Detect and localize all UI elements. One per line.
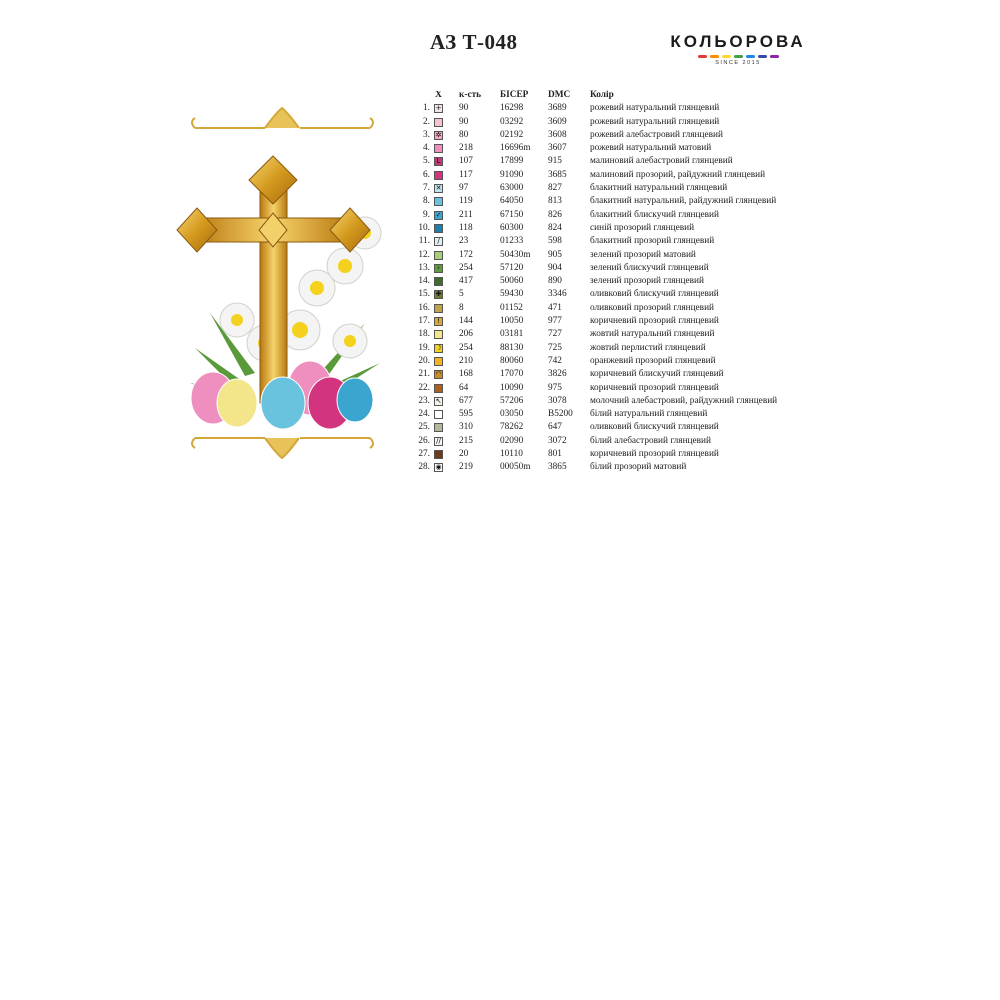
bead-code: 03292 (500, 116, 524, 127)
row-number: 10. (418, 222, 430, 233)
color-swatch: ✓ (435, 210, 442, 219)
dmc-code: 977 (548, 316, 562, 327)
color-name: малиновий алебастровий глянцевий (590, 156, 733, 167)
color-swatch: + (435, 104, 442, 113)
header-dmc: DMC (548, 90, 571, 100)
color-swatch (434, 304, 443, 313)
row-number: 1. (423, 103, 430, 114)
color-swatch: ↖ (435, 396, 442, 405)
color-swatch (434, 330, 443, 339)
color-name: зелений прозорий матовий (590, 249, 696, 260)
color-name: жовтий перлистий глянцевий (590, 342, 706, 353)
bead-code: 17070 (500, 369, 524, 380)
row-number: 19. (418, 342, 430, 353)
dmc-code: 598 (548, 236, 562, 247)
bead-code: 03050 (500, 409, 524, 420)
color-swatch (434, 277, 443, 286)
color-swatch (434, 144, 443, 153)
bead-code: 00050m (500, 462, 531, 473)
color-name: коричневий прозорий глянцевий (590, 316, 719, 327)
color-name: малиновий прозорий, райдужний глянцевий (590, 169, 766, 180)
row-number: 23. (418, 395, 430, 406)
dmc-code: 890 (548, 276, 562, 287)
brand-dot (770, 55, 779, 58)
bead-code: 16696m (500, 143, 531, 154)
dmc-code: 647 (548, 422, 562, 433)
color-name: рожевий натуральний матовий (590, 143, 712, 154)
bead-quantity: 23 (459, 236, 469, 247)
dmc-code: 3826 (548, 369, 567, 380)
bead-quantity: 80 (459, 129, 469, 140)
brand-dot (698, 55, 707, 58)
color-name: жовтий натуральний глянцевий (590, 329, 715, 340)
color-name: блакитний натуральний глянцевий (590, 183, 728, 194)
bead-code: 01152 (500, 302, 523, 313)
bead-code: 57120 (500, 262, 524, 273)
row-number: 4. (423, 143, 430, 154)
bead-quantity: 215 (459, 435, 473, 446)
color-swatch: ! (434, 317, 443, 326)
color-name: синій прозорий глянцевий (590, 222, 695, 233)
brand-dot (722, 55, 731, 58)
dmc-code: 742 (548, 355, 562, 366)
bead-code: 03181 (500, 329, 524, 340)
color-swatch (434, 251, 443, 260)
color-swatch: ✕ (435, 184, 442, 193)
bead-code: 10090 (500, 382, 524, 393)
dmc-code: 824 (548, 222, 562, 233)
color-name: оливковий блискучий глянцевий (590, 422, 719, 433)
bead-code: 10110 (500, 449, 523, 460)
bead-quantity: 20 (459, 449, 469, 460)
bead-quantity: 117 (459, 169, 473, 180)
dmc-code: 975 (548, 382, 562, 393)
bead-quantity: 211 (459, 209, 473, 220)
row-number: 6. (423, 169, 430, 180)
color-swatch (434, 450, 443, 459)
row-number: 12. (418, 249, 430, 260)
bead-quantity: 310 (459, 422, 473, 433)
bead-code: 50060 (500, 276, 524, 287)
dmc-code: 3865 (548, 462, 567, 473)
row-number: 16. (418, 302, 430, 313)
color-swatch: ◉ (435, 463, 442, 472)
color-swatch: L (434, 157, 443, 166)
bead-code: 67150 (500, 209, 524, 220)
dmc-code: 904 (548, 262, 562, 273)
bead-quantity: 254 (459, 262, 473, 273)
dmc-code: 3072 (548, 435, 567, 446)
row-number: 3. (423, 129, 430, 140)
row-number: 14. (418, 276, 430, 287)
dmc-code: B5200 (548, 409, 573, 420)
color-name: блакитний натуральний, райдужний глянцевий (590, 196, 777, 207)
brand-name: КОЛЬОРОВА (670, 32, 806, 51)
bead-code: 57206 (500, 395, 524, 406)
bead-code: 02192 (500, 129, 524, 140)
color-swatch: / (434, 237, 443, 246)
brand-color-dots (658, 55, 818, 58)
dmc-code: 725 (548, 342, 562, 353)
color-name: оливковий прозорий глянцевий (590, 302, 715, 313)
bead-code: 10050 (500, 316, 524, 327)
color-swatch: ✚ (435, 290, 442, 299)
bead-code: 64050 (500, 196, 524, 207)
dmc-code: 905 (548, 249, 562, 260)
bead-code: 01233 (500, 236, 524, 247)
bead-code: 17899 (500, 156, 524, 167)
dmc-code: 3608 (548, 129, 567, 140)
color-swatch (434, 197, 443, 206)
bead-quantity: 107 (459, 156, 473, 167)
bead-quantity: 677 (459, 395, 473, 406)
brand-logo (658, 32, 818, 66)
bead-quantity: 417 (459, 276, 473, 287)
brand-dot (734, 55, 743, 58)
bead-quantity: 90 (459, 116, 469, 127)
brand-since: SINCE 2015 (715, 60, 761, 66)
bead-quantity: 219 (459, 462, 473, 473)
ornament-top (192, 108, 373, 128)
row-number: 22. (418, 382, 430, 393)
row-number: 11. (418, 236, 430, 247)
color-swatch (434, 357, 443, 366)
bead-code: 59430 (500, 289, 524, 300)
bead-quantity: 218 (459, 143, 473, 154)
bead-quantity: 64 (459, 382, 469, 393)
color-name: коричневий блискучий глянцевий (590, 369, 724, 380)
row-number: 27. (418, 449, 430, 460)
bead-code: 02090 (500, 435, 524, 446)
brand-dot (710, 55, 719, 58)
dmc-code: 3685 (548, 169, 567, 180)
bead-quantity: 8 (459, 302, 464, 313)
color-swatch: ✲ (435, 130, 442, 139)
row-number: 8. (423, 196, 430, 207)
bead-code: 63000 (500, 183, 524, 194)
row-number: 13. (418, 262, 430, 273)
dmc-code: 3607 (548, 143, 567, 154)
bead-code: 16298 (500, 103, 524, 114)
color-name: блакитний прозорий глянцевий (590, 236, 715, 247)
color-name: оранжевий прозорий глянцевий (590, 355, 716, 366)
color-swatch (434, 423, 443, 432)
color-name: молочний алебастровий, райдужний глянцевий (590, 395, 778, 406)
bead-quantity: 172 (459, 249, 473, 260)
color-name: зелений блискучий глянцевий (590, 262, 709, 273)
dmc-code: 471 (548, 302, 562, 313)
color-swatch: › (434, 264, 443, 273)
color-swatch (434, 410, 443, 419)
row-number: 5. (423, 156, 430, 167)
brand-dot (746, 55, 755, 58)
dmc-code: 3078 (548, 395, 567, 406)
color-name: рожевий алебастровий глянцевий (590, 129, 723, 140)
bead-quantity: 595 (459, 409, 473, 420)
header-symbol: Х (435, 91, 442, 100)
dmc-code: 3609 (548, 116, 567, 127)
ornament-bottom (192, 438, 373, 458)
row-number: 28. (418, 462, 430, 473)
color-name: білий алебастровий глянцевий (590, 435, 711, 446)
row-number: 9. (423, 209, 430, 220)
color-name: коричневий прозорий глянцевий (590, 449, 719, 460)
color-swatch (434, 118, 443, 127)
color-swatch: ☽ (435, 343, 442, 352)
dmc-code: 813 (548, 196, 562, 207)
header-qty: к-сть (459, 90, 482, 100)
header-color: Колір (590, 90, 614, 100)
color-name: коричневий прозорий глянцевий (590, 382, 719, 393)
brand-dot (758, 55, 767, 58)
dmc-code: 915 (548, 156, 562, 167)
color-name: зелений прозорий глянцевий (590, 276, 704, 287)
row-number: 17. (418, 316, 430, 327)
row-number: 2. (423, 116, 430, 127)
bead-quantity: 118 (459, 222, 473, 233)
color-swatch (434, 171, 443, 180)
dmc-code: 826 (548, 209, 562, 220)
bead-quantity: 254 (459, 342, 473, 353)
bead-quantity: 206 (459, 329, 473, 340)
bead-quantity: 5 (459, 289, 464, 300)
color-swatch: // (434, 437, 443, 446)
bead-code: 78262 (500, 422, 524, 433)
row-number: 21. (418, 369, 430, 380)
bead-code: 88130 (500, 342, 524, 353)
dmc-code: 3346 (548, 289, 567, 300)
pattern-title: АЗ Т-048 (430, 30, 518, 54)
color-swatch (434, 224, 443, 233)
dmc-code: 727 (548, 329, 562, 340)
dmc-code: 3689 (548, 103, 567, 114)
bead-quantity: 90 (459, 103, 469, 114)
color-name: рожевий натуральний глянцевий (590, 103, 720, 114)
bead-quantity: 168 (459, 369, 473, 380)
bead-code: 80060 (500, 355, 524, 366)
color-name: білий прозорий матовий (590, 462, 687, 473)
row-number: 24. (418, 409, 430, 420)
row-number: 25. (418, 422, 430, 433)
row-number: 20. (418, 355, 430, 366)
color-swatch: ◠ (435, 370, 442, 379)
bead-quantity: 210 (459, 355, 473, 366)
bead-code: 91090 (500, 169, 524, 180)
bead-code: 60300 (500, 222, 524, 233)
dmc-code: 801 (548, 449, 562, 460)
row-number: 18. (418, 329, 430, 340)
cross-embroidery-image (175, 98, 390, 470)
color-name: білий натуральний глянцевий (590, 409, 708, 420)
color-name: рожевий натуральний глянцевий (590, 116, 720, 127)
color-swatch (434, 384, 443, 393)
row-number: 26. (418, 435, 430, 446)
color-name: блакитний блискучий глянцевий (590, 209, 719, 220)
bead-code: 50430m (500, 249, 531, 260)
dmc-code: 827 (548, 183, 562, 194)
header-bead: БІСЕР (500, 90, 529, 100)
bead-quantity: 97 (459, 183, 469, 194)
color-name: оливковий блискучий глянцевий (590, 289, 719, 300)
bead-quantity: 119 (459, 196, 473, 207)
bead-quantity: 144 (459, 316, 473, 327)
row-number: 7. (423, 183, 430, 194)
row-number: 15. (418, 289, 430, 300)
